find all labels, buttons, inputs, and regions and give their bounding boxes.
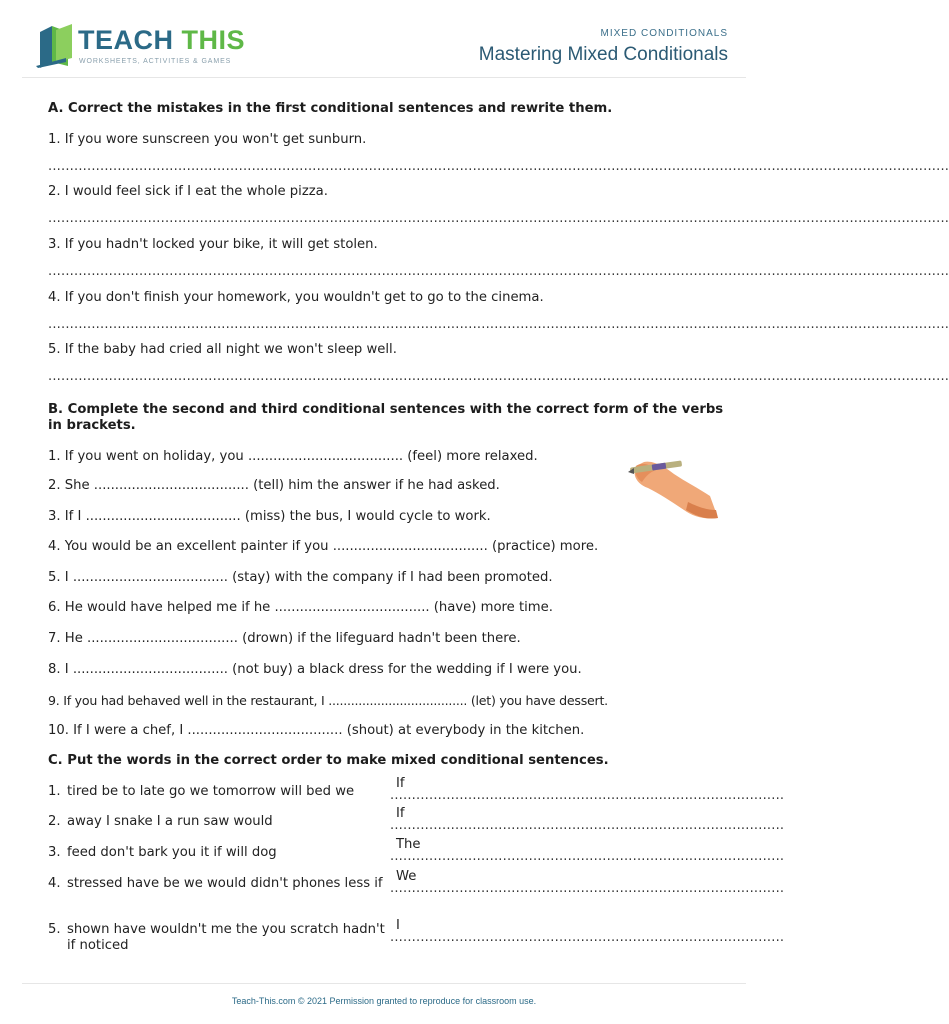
answer-start-word: I	[396, 918, 400, 933]
section-a-question-5: 5. If the baby had cried all night we won't sleep well.	[48, 342, 397, 357]
answer-dots[interactable]: ...........................................................................................	[390, 881, 785, 896]
teach-this-logo	[36, 22, 246, 70]
section-b-question-9[interactable]: 9. If you had behaved well in the restaurant, I ..................................... (let) you have dessert.	[48, 693, 608, 708]
answer-dots[interactable]: ...........................................................................................	[390, 788, 785, 803]
footer-divider	[22, 983, 746, 984]
section-c-number-2: 2.	[48, 814, 61, 829]
answer-dots[interactable]: ...........................................................................................	[390, 930, 785, 945]
section-b-question-3[interactable]: 3. If I ..................................... (miss) the bus, I would cycle to work.	[48, 509, 491, 524]
section-c-answer-4[interactable]	[390, 869, 785, 896]
header-divider	[22, 77, 746, 78]
section-b-question-5[interactable]: 5. I ..................................... (stay) with the company if I had been promoted.	[48, 570, 553, 585]
section-c-words-2: away I snake I a run saw would	[67, 814, 273, 829]
answer-start-word: If	[396, 776, 405, 791]
section-a-answer-line-1[interactable]: ................................................................................................................................................................................................................	[48, 159, 949, 174]
section-c-number-1: 1.	[48, 784, 61, 799]
section-a-heading: A. Correct the mistakes in the first conditional sentences and rewrite them.	[48, 101, 613, 116]
answer-dots[interactable]: ...........................................................................................	[390, 818, 785, 833]
worksheet-category: MIXED CONDITIONALS	[600, 28, 728, 39]
section-c-heading: C. Put the words in the correct order to make mixed conditional sentences.	[48, 753, 609, 768]
section-b-question-8[interactable]: 8. I ..................................... (not buy) a black dress for the wedding if I were you.	[48, 662, 582, 677]
section-a-question-4: 4. If you don't finish your homework, you wouldn't get to go to the cinema.	[48, 290, 544, 305]
section-a-answer-line-5[interactable]: ................................................................................................................................................................................................................	[48, 369, 949, 384]
section-a-answer-line-4[interactable]: ................................................................................................................................................................................................................	[48, 317, 949, 332]
section-a-question-3: 3. If you hadn't locked your bike, it will get stolen.	[48, 237, 378, 252]
section-a-answer-line-3[interactable]: ................................................................................................................................................................................................................	[48, 264, 949, 279]
section-c-answer-3[interactable]	[390, 837, 785, 864]
answer-start-word: If	[396, 806, 405, 821]
section-b-heading: B. Complete the second and third conditional sentences with the correct form of the verbs in brackets.	[48, 402, 724, 433]
section-b-question-2[interactable]: 2. She ..................................... (tell) him the answer if he had asked.	[48, 478, 500, 493]
section-c-answer-5[interactable]	[390, 918, 785, 945]
answer-start-word: The	[396, 837, 421, 852]
book-logo-icon	[36, 22, 76, 68]
worksheet-title: Mastering Mixed Conditionals	[478, 44, 728, 65]
section-a-question-1: 1. If you wore sunscreen you won't get sunburn.	[48, 132, 367, 147]
section-b-question-10[interactable]: 10. If I were a chef, I ..................................... (shout) at everybody in the kitchen.	[48, 723, 585, 738]
answer-dots[interactable]: ...........................................................................................	[390, 849, 785, 864]
section-b-question-7[interactable]: 7. He .................................... (drown) if the lifeguard hadn't been there.	[48, 631, 521, 646]
section-b-question-4[interactable]: 4. You would be an excellent painter if you ..................................... (practice) more.	[48, 539, 599, 554]
logo-tagline: WORKSHEETS, ACTIVITIES & GAMES	[79, 58, 232, 65]
logo-wordmark: TEACH THIS	[78, 25, 246, 55]
copyright-footer: Teach-This.com © 2021 Permission granted to reproduce for classroom use.	[231, 996, 537, 1006]
section-c-number-4: 4.	[48, 876, 61, 891]
section-c-words-3: feed don't bark you it if will dog	[67, 845, 277, 860]
section-c-answer-1[interactable]	[390, 776, 785, 803]
page-header	[0, 0, 768, 80]
section-c-number-5: 5.	[48, 922, 61, 937]
section-c-words-1: tired be to late go we tomorrow will bed we	[67, 784, 355, 799]
section-c-number-3: 3.	[48, 845, 61, 860]
section-c-answer-2[interactable]	[390, 806, 785, 833]
hand-writing-illustration	[626, 444, 722, 524]
answer-start-word: We	[396, 869, 417, 884]
section-b-question-1[interactable]: 1. If you went on holiday, you ..................................... (feel) more relaxed.	[48, 449, 538, 464]
section-c-words-4: stressed have be we would didn't phones less if	[67, 876, 383, 891]
section-b-question-6[interactable]: 6. He would have helped me if he ..................................... (have) more time.	[48, 600, 553, 615]
section-a-question-2: 2. I would feel sick if I eat the whole pizza.	[48, 184, 328, 199]
section-a-answer-line-2[interactable]: ................................................................................................................................................................................................................	[48, 211, 949, 226]
section-c-words-5: shown have wouldn't me the you scratch hadn't if noticed	[67, 922, 385, 953]
